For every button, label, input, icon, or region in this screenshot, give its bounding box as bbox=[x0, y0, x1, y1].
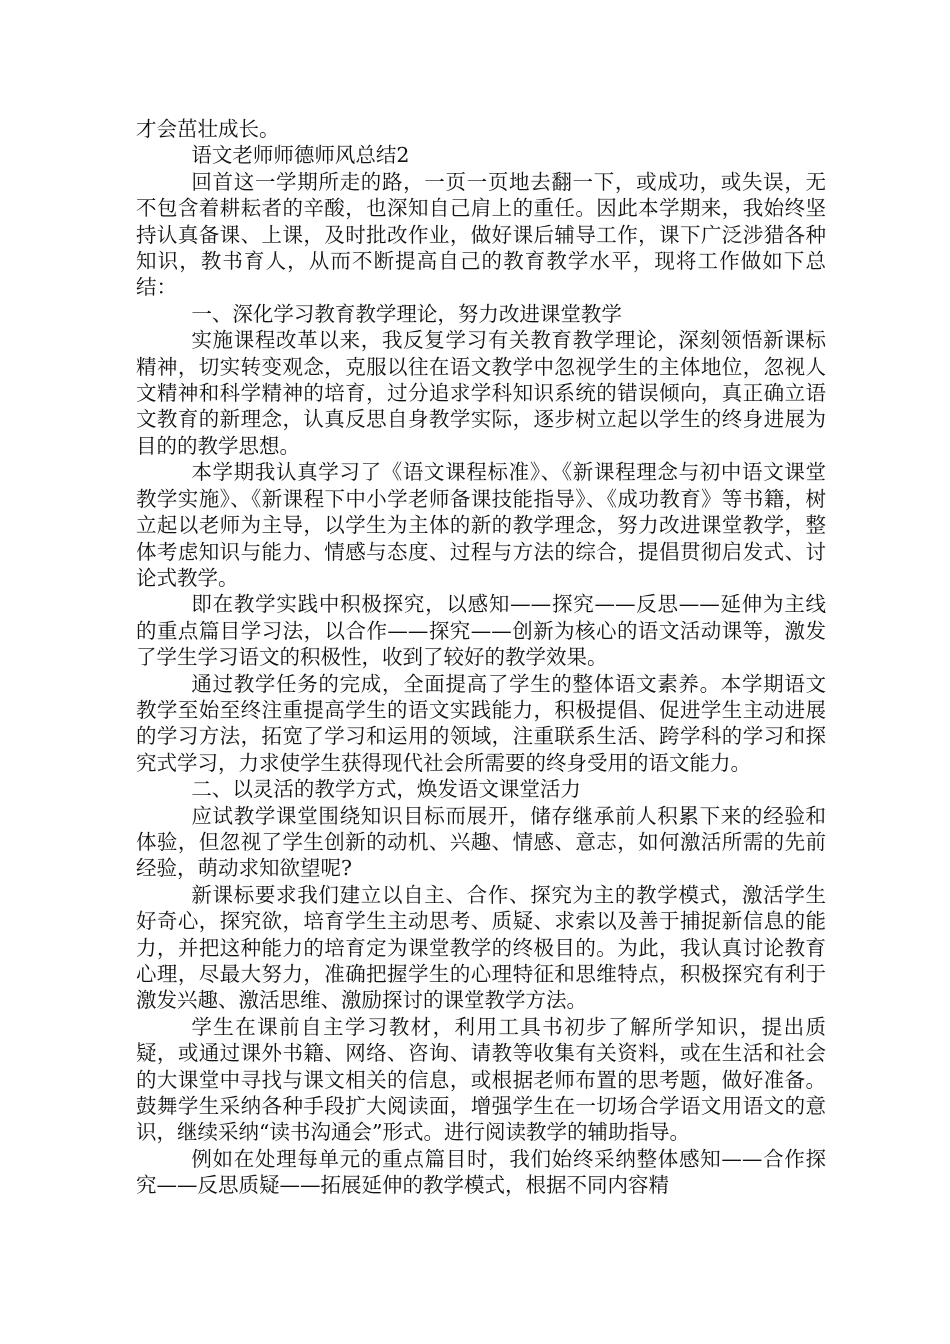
document-page bbox=[136, 116, 826, 1199]
paragraph-intro: 回首这一学期所走的路，一页一页地去翻一下，或成功，或失误，无不包含着耕耘者的辛酸，也深知自己肩上的重任。因此本学期来，我始终坚持认真备课、上课，及时批改作业，做好课后辅导工作，课下广泛涉猎各种知识，教书育人，从而不断提高自己的教育教学水平，现将工作做如下总结： bbox=[136, 169, 826, 300]
paragraph: 即在教学实践中积极探究，以感知——探究——反思——延伸为主线的重点篇目学习法，以合作——探究——创新为核心的语文活动课等，激发了学生学习语文的积极性，收到了较好的教学效果。 bbox=[136, 592, 826, 670]
section-heading-2: 二、以灵活的教学方式，焕发语文课堂活力 bbox=[191, 777, 581, 802]
paragraph-continuation: 才会茁壮成长。 bbox=[136, 117, 280, 141]
section-heading-1: 一、深化学习教育教学理论，努力改进课堂教学 bbox=[191, 301, 622, 326]
paragraph: 新课标要求我们建立以自主、合作、探究为主的教学模式，激活学生好奇心，探究欲，培育学生主动思考、质疑、求索以及善于捕捉新信息的能力，并把这种能力的培育定为课堂教学的终极目的。为此，我认真讨论教育心理，尽最大努力，准确把握学生的心理特征和思维特点，积极探究有利于激发兴趣、激活思维、激励探讨的课堂教学方法。 bbox=[136, 882, 826, 1013]
paragraph: 实施课程改革以来，我反复学习有关教育教学理论，深刻领悟新课标精神，切实转变观念，克服以往在语文教学中忽视学生的主体地位，忽视人文精神和科学精神的培育，过分追求学科知识系统的错误倾向，真正确立语文教育的新理念，认真反思自身教学实际，逐步树立起以学生的终身进展为目的的教学思想。 bbox=[136, 328, 826, 458]
paragraph: 学生在课前自主学习教材，利用工具书初步了解所学知识，提出质疑，或通过课外书籍、网络、咨询、请教等收集有关资料，或在生活和社会的大课堂中寻找与课文相关的信息，或根据老师布置的思考题，做好准备。鼓舞学生采纳各种手段扩大阅读面，增强学生在一切场合学语文用语文的意识，继续采纳“读书沟通会”形式。进行阅读教学的辅助指导。 bbox=[136, 1014, 826, 1145]
paragraph: 通过教学任务的完成，全面提高了学生的整体语文素养。本学期语文教学至始至终注重提高学生的语文实践能力，积极提倡、促进学生主动进展的学习方法，拓宽了学习和运用的领域，注重联系生活、跨学科的学习和探究式学习，力求使学生获得现代社会所需要的终身受用的语文能力。 bbox=[136, 671, 826, 775]
paragraph: 应试教学课堂围绕知识目标而展开，储存继承前人积累下来的经验和体验，但忽视了学生创新的动机、兴趣、情感、意志，如何激活所需的先前经验，萌动求知欲望呢? bbox=[136, 803, 826, 881]
paragraph: 本学期我认真学习了《语文课程标准》、《新课程理念与初中语文课堂教学实施》、《新课程下中小学老师备课技能指导》、《成功教育》等书籍，树立起以老师为主导，以学生为主体的新的教学理念，努力改进课堂教学，整体考虑知识与能力、情感与态度、过程与方法的综合，提倡贯彻启发式、讨论式教学。 bbox=[136, 460, 826, 590]
paragraph-truncated: 例如在处理每单元的重点篇目时，我们始终采纳整体感知——合作探究——反思质疑——拓展延伸的教学模式，根据不同内容精 bbox=[136, 1146, 826, 1198]
article-title: 语文老师师德师风总结2 bbox=[191, 143, 410, 168]
